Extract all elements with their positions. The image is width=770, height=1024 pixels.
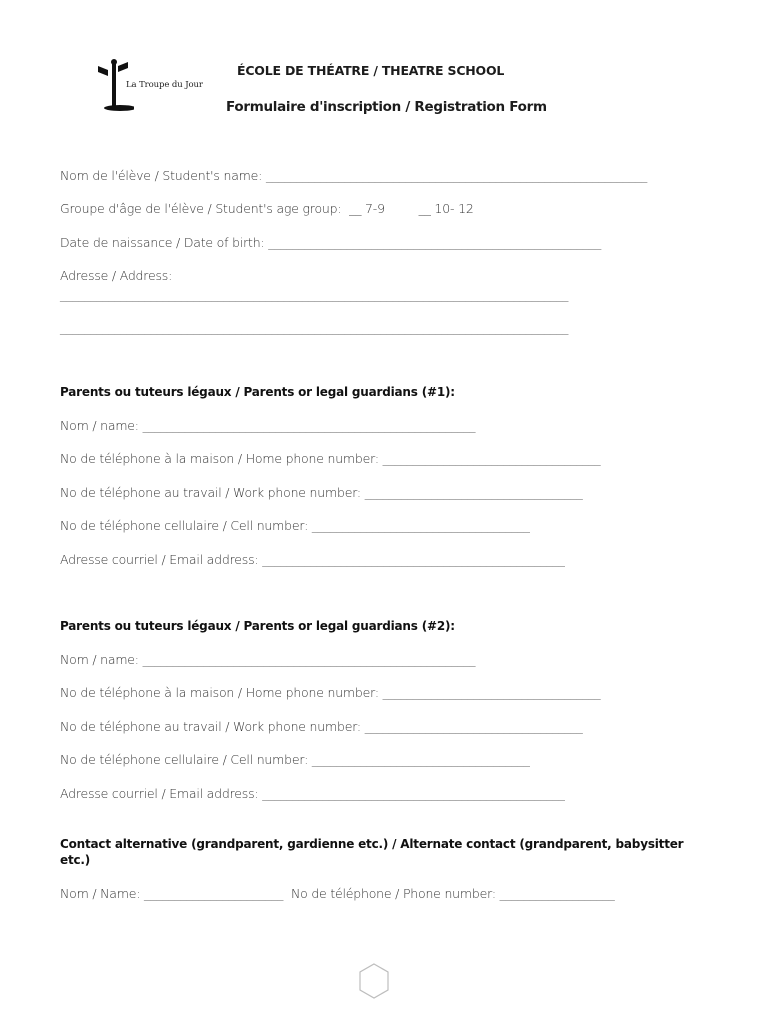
- page-title: ÉCOLE DE THÉATRE / THEATRE SCHOOL: [237, 63, 505, 78]
- dob-label: Date de naissance / Date of birth:: [60, 235, 265, 250]
- guardian2-email-field[interactable]: __________________________________________________: [262, 786, 565, 801]
- guardian1-home-row: [60, 451, 600, 466]
- guardian2-work-label: No de téléphone au travail / Work phone number:: [60, 719, 361, 734]
- alternate-name-label: Nom / Name:: [60, 886, 141, 901]
- guardian1-work-field[interactable]: ____________________________________: [364, 485, 583, 500]
- guardian1-heading: Parents ou tuteurs légaux / Parents or legal guardians (#1):: [60, 385, 455, 399]
- guardian1-cell-field[interactable]: ____________________________________: [311, 518, 530, 533]
- alternate-row: [60, 886, 615, 901]
- guardian2-name-row: [60, 652, 475, 667]
- address-label: Adresse / Address:: [60, 268, 173, 283]
- guardian1-cell-row: [60, 518, 530, 533]
- guardian1-email-field[interactable]: __________________________________________________: [262, 552, 565, 567]
- guardian2-cell-field[interactable]: ____________________________________: [311, 752, 530, 767]
- guardian2-cell-label: No de téléphone cellulaire / Cell number:: [60, 752, 309, 767]
- guardian2-email-row: [60, 786, 565, 801]
- age-option-10-12[interactable]: __ 10- 12: [418, 201, 474, 216]
- hexagon-icon: [357, 962, 391, 1000]
- logo-text: La Troupe du Jour: [126, 80, 203, 90]
- age-group-label: Groupe d'âge de l'élève / Student's age group:: [60, 201, 342, 216]
- age-option-7-9[interactable]: __ 7-9: [349, 201, 385, 216]
- guardian2-home-field[interactable]: ____________________________________: [382, 685, 601, 700]
- guardian2-work-row: [60, 719, 583, 734]
- guardian1-cell-label: No de téléphone cellulaire / Cell number:: [60, 518, 309, 533]
- guardian2-name-field[interactable]: _______________________________________________________: [142, 652, 476, 667]
- guardian1-home-label: No de téléphone à la maison / Home phone number:: [60, 451, 379, 466]
- student-name-row: [60, 168, 647, 183]
- alternate-phone-label: No de téléphone / Phone number:: [290, 886, 496, 901]
- guardian1-name-label: Nom / name:: [60, 418, 139, 433]
- student-name-field[interactable]: _______________________________________________________________: [265, 168, 648, 183]
- guardian2-name-label: Nom / name:: [60, 652, 139, 667]
- guardian2-home-row: [60, 685, 600, 700]
- guardian1-work-label: No de téléphone au travail / Work phone number:: [60, 485, 361, 500]
- alternate-heading: Contact alternative (grandparent, gardienne etc.) / Alternate contact (grandparent, babysitter etc.): [60, 837, 684, 867]
- guardian1-email-row: [60, 552, 565, 567]
- guardian1-email-label: Adresse courriel / Email address:: [60, 552, 259, 567]
- alternate-name-field[interactable]: _______________________: [144, 886, 284, 901]
- guardian1-work-row: [60, 485, 583, 500]
- address-field-line2[interactable]: ____________________________________________________________________________________: [60, 320, 569, 335]
- guardian1-name-field[interactable]: _______________________________________________________: [142, 418, 476, 433]
- guardian1-name-row: [60, 418, 475, 433]
- guardian2-email-label: Adresse courriel / Email address:: [60, 786, 259, 801]
- page-subtitle: Formulaire d'inscription / Registration Form: [226, 99, 547, 115]
- guardian2-cell-row: [60, 752, 530, 767]
- guardian2-heading: Parents ou tuteurs légaux / Parents or legal guardians (#2):: [60, 619, 455, 633]
- age-group-row: [60, 201, 474, 216]
- alternate-phone-field[interactable]: ___________________: [499, 886, 615, 901]
- dob-row: [60, 235, 601, 250]
- guardian2-home-label: No de téléphone à la maison / Home phone number:: [60, 685, 379, 700]
- address-field-line1[interactable]: ____________________________________________________________________________________: [60, 287, 569, 302]
- school-logo: [94, 58, 204, 113]
- guardian2-work-field[interactable]: ____________________________________: [364, 719, 583, 734]
- guardian1-home-field[interactable]: ____________________________________: [382, 451, 601, 466]
- dob-field[interactable]: _______________________________________________________: [268, 235, 602, 250]
- student-name-label: Nom de l'élève / Student's name:: [60, 168, 263, 183]
